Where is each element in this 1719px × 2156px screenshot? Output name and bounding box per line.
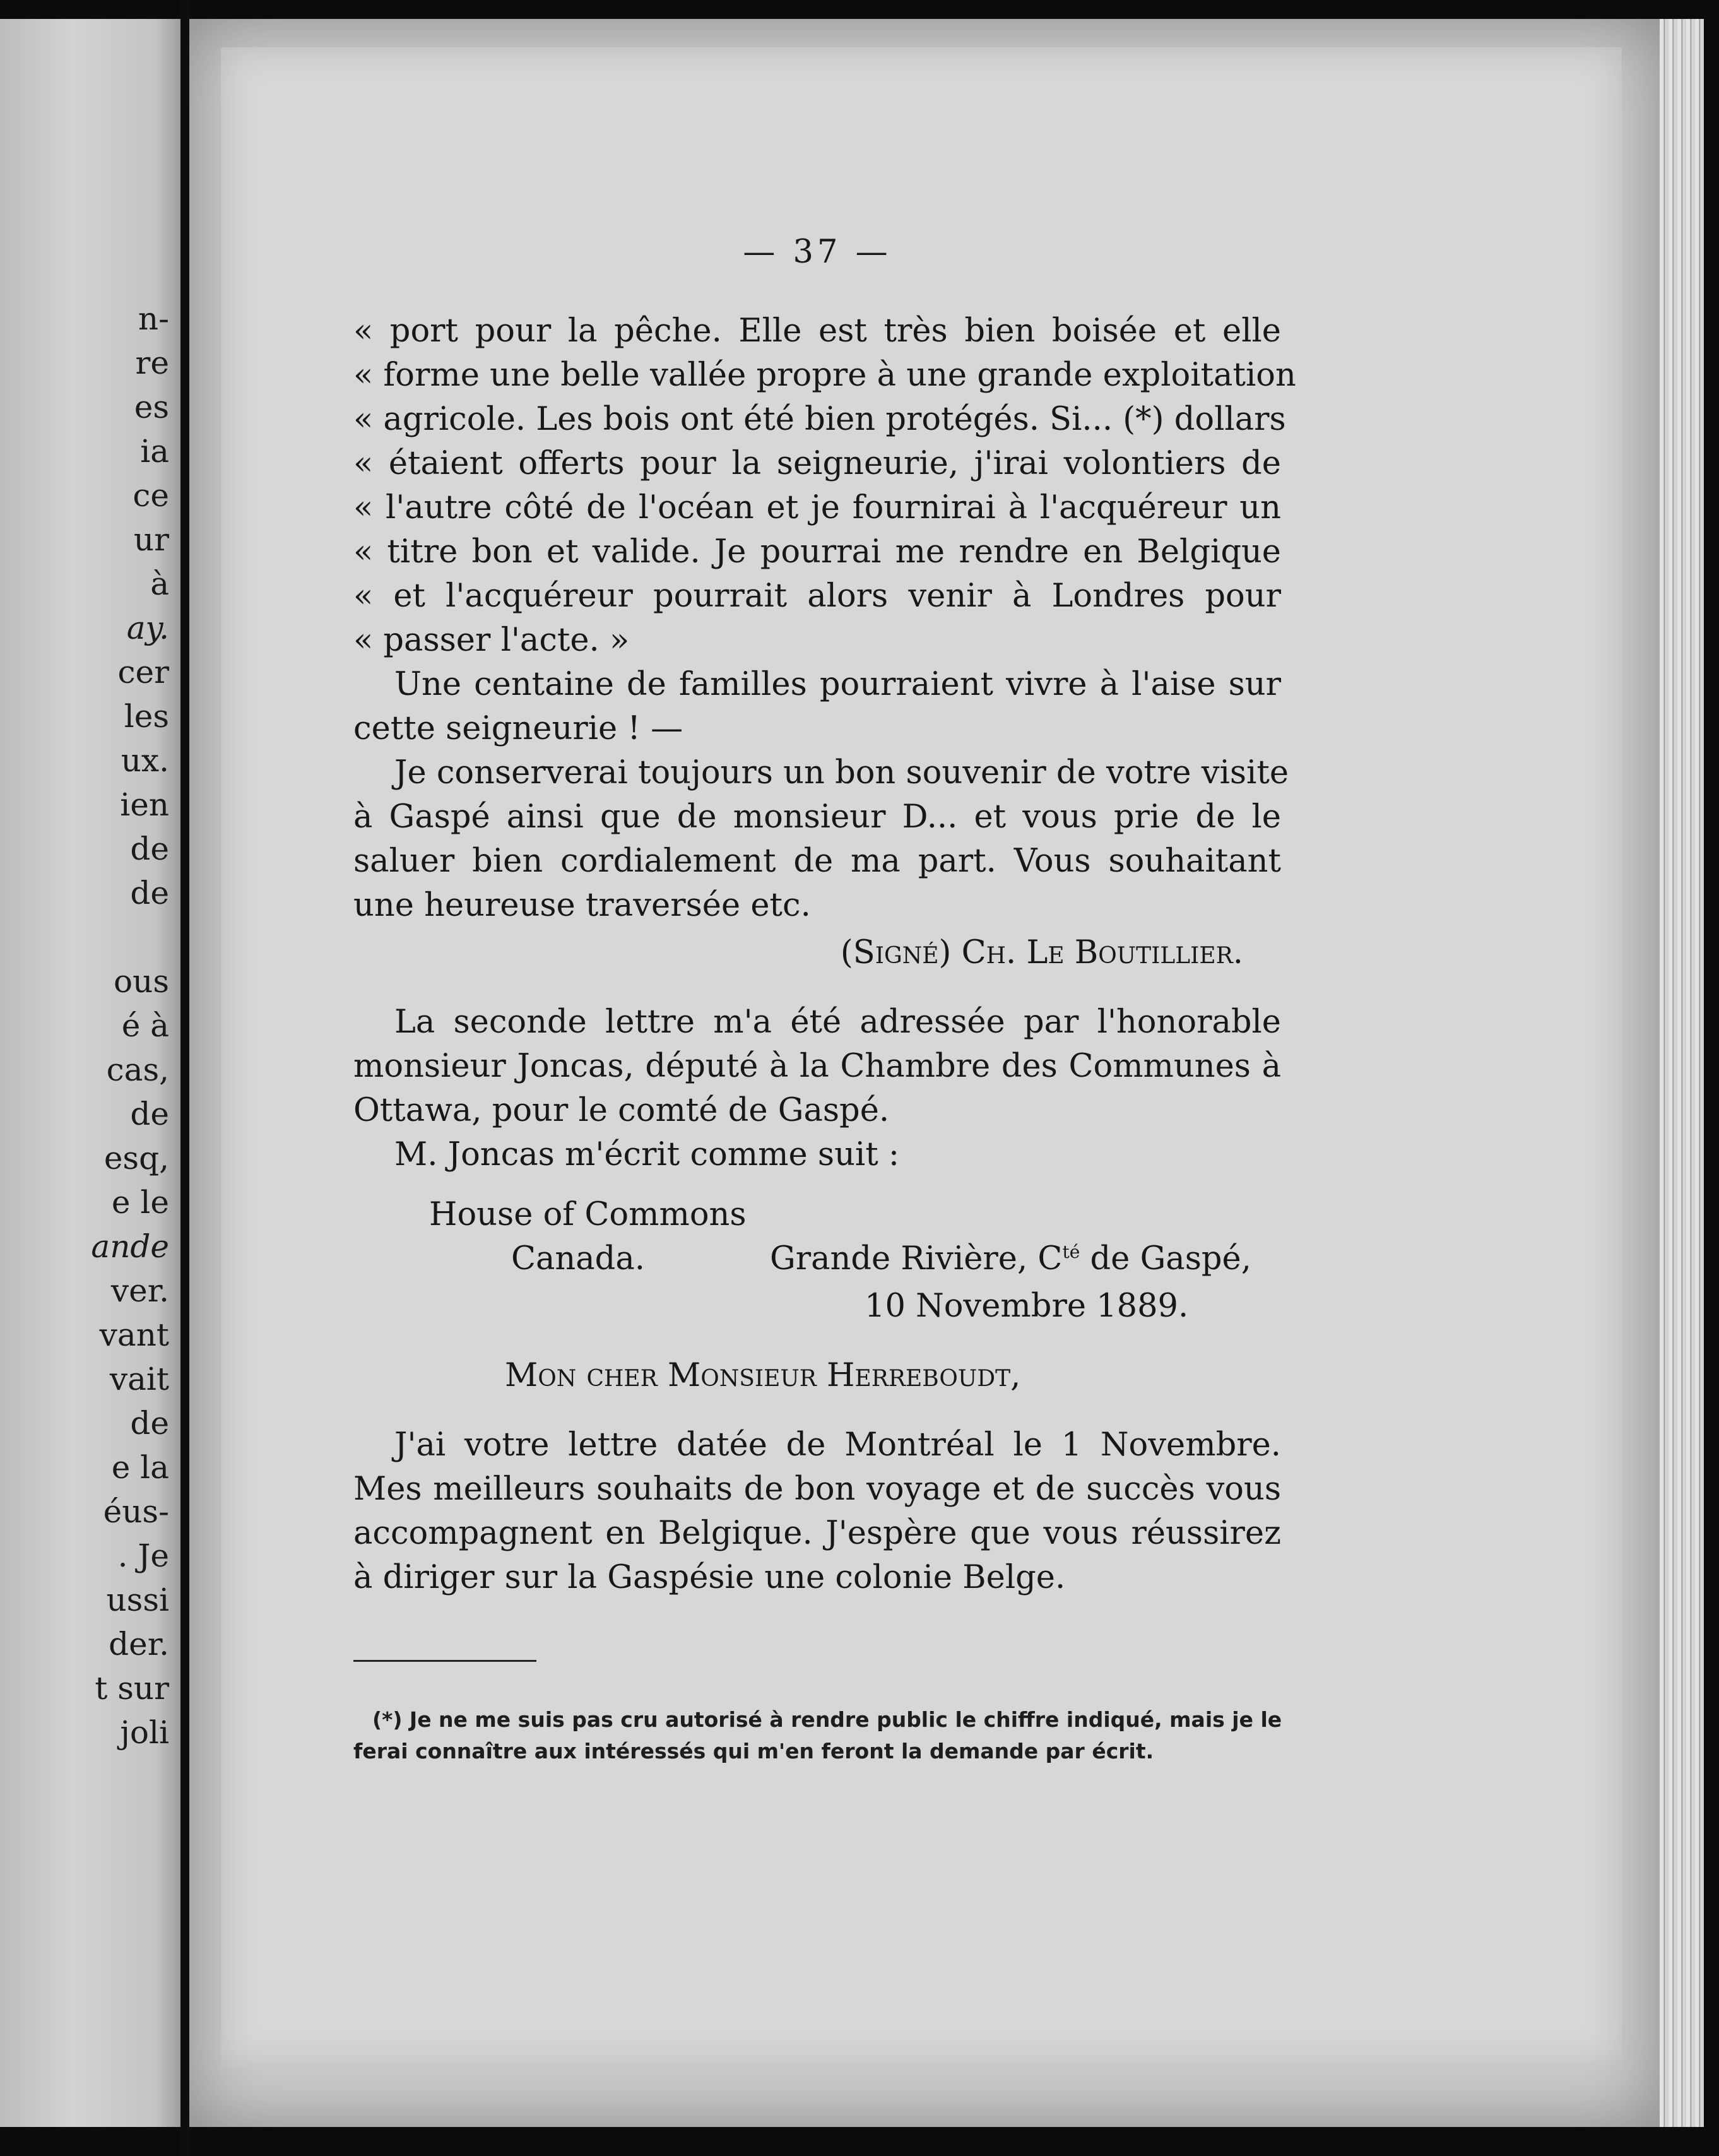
left-page-fragment: ur <box>133 521 169 558</box>
signature: (Signé) Ch. Le Boutillier. <box>840 934 1243 971</box>
page-number: — 37 — <box>743 234 892 271</box>
letter-place-text: de Gaspé, <box>1080 1240 1251 1277</box>
body-line: Une centaine de familles pourraient vivre à l'aise sur <box>394 666 1281 703</box>
left-page-fragment: ande <box>91 1228 169 1265</box>
body-line: « agricole. Les bois ont été bien protégés. Si... (*) dollars <box>353 401 1286 438</box>
left-page-fragment: e la <box>111 1449 169 1486</box>
book-gutter <box>180 0 189 2156</box>
left-page-fragment: ce <box>133 477 169 514</box>
left-page-fragment: é à <box>121 1007 169 1044</box>
left-page-fragment: n- <box>138 300 169 337</box>
left-page-fragment: de <box>130 1096 169 1132</box>
paragraph-line: J'ai votre lettre datée de Montréal le 1 Novembre. <box>394 1426 1281 1464</box>
body-line: « passer l'acte. » <box>353 622 630 659</box>
left-page-fragment: e le <box>111 1184 169 1221</box>
left-page-fragment: éus- <box>103 1493 169 1530</box>
body-line: « étaient offerts pour la seigneurie, j'irai volontiers de <box>353 445 1281 482</box>
letter-place <box>770 1240 1251 1277</box>
paragraph-line: à diriger sur la Gaspésie une colonie Belge. <box>353 1559 1066 1596</box>
body-line: « et l'acquéreur pourrait alors venir à Londres pour <box>353 578 1281 615</box>
left-page-fragment: ussi <box>106 1582 169 1618</box>
body-line: saluer bien cordialement de ma part. Vous souhaitant <box>353 843 1281 880</box>
left-page-fragment: de <box>130 831 169 867</box>
left-page-fragment: t sur <box>95 1670 169 1707</box>
left-page-fragment: ux. <box>121 742 169 779</box>
body-line: « forme une belle vallée propre à une grande exploitation <box>353 357 1296 394</box>
letterhead-line: House of Commons <box>429 1196 747 1233</box>
body-line: à Gaspé ainsi que de monsieur D... et vous prie de le <box>353 798 1281 836</box>
previous-page-strip <box>0 19 183 2127</box>
left-page-fragment: ay. <box>126 610 169 646</box>
left-page-fragment: re <box>135 345 169 381</box>
paragraph-line: Mes meilleurs souhaits de bon voyage et de succès vous <box>353 1471 1281 1508</box>
page-edges <box>1660 19 1704 2127</box>
body-line: « l'autre côté de l'océan et je fournirai à l'acquéreur un <box>353 489 1281 526</box>
left-page-fragment: ver. <box>110 1272 169 1309</box>
body-line: « port pour la pêche. Elle est très bien boisée et elle <box>353 312 1281 350</box>
left-page-fragment: les <box>124 698 169 735</box>
body-line: Je conserverai toujours un bon souvenir de votre visite <box>394 754 1289 791</box>
paragraph-line: La seconde lettre m'a été adressée par l'honorable <box>394 1004 1281 1041</box>
paragraph-line: monsieur Joncas, député à la Chambre des Communes à <box>353 1048 1281 1085</box>
paragraph-line: accompagnent en Belgique. J'espère que vous réussirez <box>353 1515 1281 1552</box>
left-page-fragment: der. <box>109 1626 169 1662</box>
left-page-fragment: de <box>130 875 169 911</box>
footnote-rule <box>353 1660 536 1662</box>
footnote-line: (*) Je ne me suis pas cru autorisé à rendre public le chiffre indiqué, mais je le <box>372 1707 1282 1732</box>
letter-date: 10 Novembre 1889. <box>865 1288 1189 1325</box>
left-page-fragment: cer <box>117 654 169 690</box>
left-page-fragment: à <box>150 566 169 602</box>
letter-place-text: Grande Rivière, C <box>770 1240 1063 1277</box>
body-line: « titre bon et valide. Je pourrai me rendre en Belgique <box>353 533 1281 571</box>
left-page-fragment: de <box>130 1405 169 1442</box>
body-line: cette seigneurie ! — <box>353 710 683 747</box>
paragraph-line: M. Joncas m'écrit comme suit : <box>394 1136 900 1173</box>
letterhead-line: Canada. <box>511 1240 645 1277</box>
left-page-fragment: ia <box>140 433 169 470</box>
paragraph-line: Ottawa, pour le comté de Gaspé. <box>353 1092 890 1129</box>
body-line: une heureuse traversée etc. <box>353 887 811 924</box>
left-page-fragment: es <box>134 389 169 425</box>
letter-place-sup: té <box>1062 1241 1080 1262</box>
left-page-fragment: vait <box>109 1361 169 1397</box>
left-page-fragment: . Je <box>117 1537 169 1574</box>
salutation: Mon cher Monsieur Herreboudt, <box>505 1357 1021 1394</box>
left-page-fragment: cas, <box>106 1051 169 1088</box>
left-page-fragment: esq, <box>103 1140 169 1176</box>
left-page-fragment: ien <box>120 786 169 823</box>
footnote-line: ferai connaître aux intéressés qui m'en feront la demande par écrit. <box>353 1739 1154 1763</box>
left-page-fragment: ous <box>114 963 169 1000</box>
left-page-fragment: vant <box>99 1317 169 1353</box>
left-page-fragment: joli <box>120 1714 169 1751</box>
